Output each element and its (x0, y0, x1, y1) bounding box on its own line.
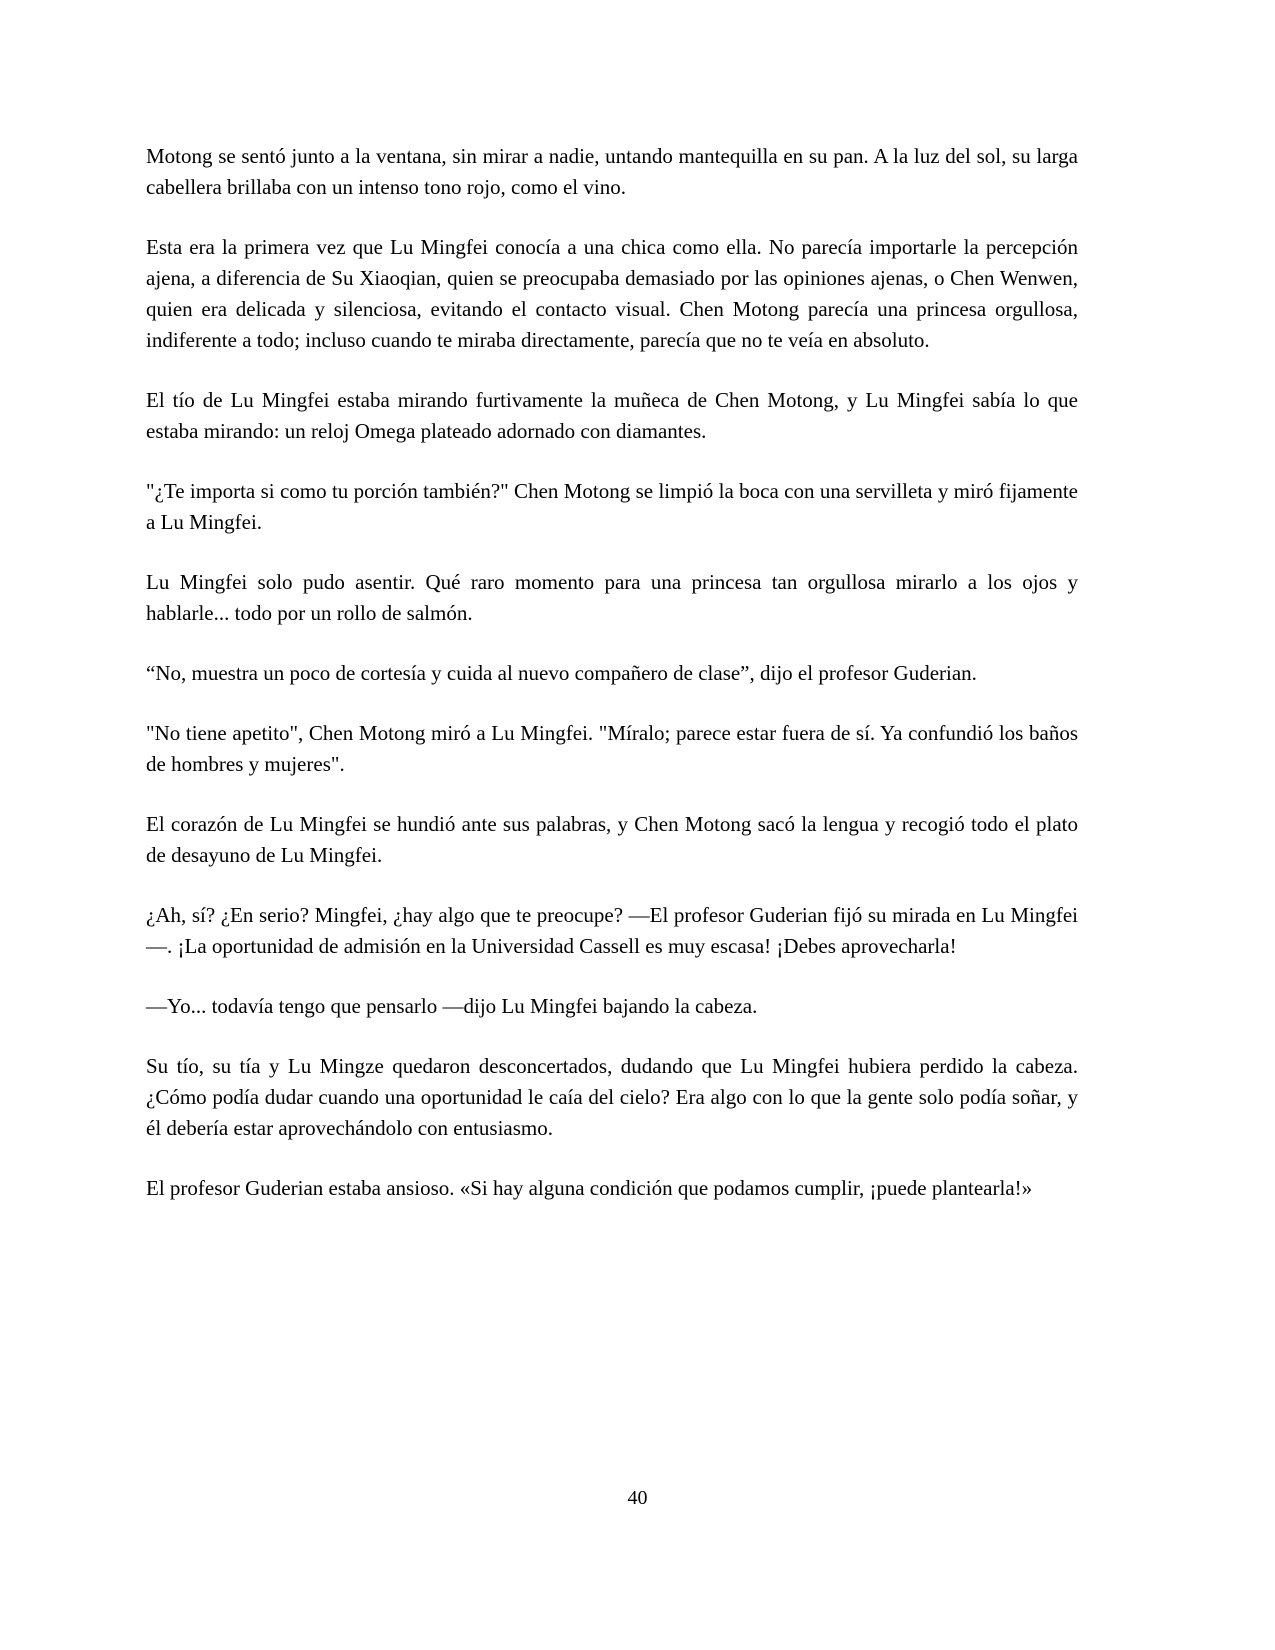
paragraph: El profesor Guderian estaba ansioso. «Si hay alguna condición que podamos cumplir, ¡puede plantearla!» (146, 1176, 1033, 1200)
paragraph: Esta era la primera vez que Lu Mingfei conocía a una chica como ella. No parecía importarle la percepción ajena, a diferencia de Su Xiaoqian, quien se preocupaba demasiado por las opiniones ajenas, o Chen Wenwen, quien era delicada y silenciosa, evitando el contacto visual. Chen Motong parecía una princesa orgullosa, indiferente a todo; incluso cuando te miraba directamente, parecía que no te veía en absoluto. (146, 235, 1078, 352)
paragraph: "¿Te importa si como tu porción también?" Chen Motong se limpió la boca con una servilleta y miró fijamente a Lu Mingfei. (146, 479, 1078, 534)
paragraph: El corazón de Lu Mingfei se hundió ante sus palabras, y Chen Motong sacó la lengua y recogió todo el plato de desayuno de Lu Mingfei. (146, 812, 1078, 867)
paragraph: —Yo... todavía tengo que pensarlo —dijo Lu Mingfei bajando la cabeza. (146, 994, 758, 1018)
paragraph: El tío de Lu Mingfei estaba mirando furtivamente la muñeca de Chen Motong, y Lu Mingfei sabía lo que estaba mirando: un reloj Omega plateado adornado con diamantes. (146, 388, 1078, 443)
paragraph: "No tiene apetito", Chen Motong miró a Lu Mingfei. "Míralo; parece estar fuera de sí. Ya confundió los baños de hombres y mujeres". (146, 721, 1078, 776)
paragraph: Motong se sentó junto a la ventana, sin mirar a nadie, untando mantequilla en su pan. A la luz del sol, su larga cabellera brillaba con un intenso tono rojo, como el vino. (146, 144, 1078, 199)
page-number: 40 (627, 1487, 648, 1509)
paragraph: Su tío, su tía y Lu Mingze quedaron desconcertados, dudando que Lu Mingfei hubiera perdido la cabeza. ¿Cómo podía dudar cuando una oportunidad le caía del cielo? Era algo con lo que la gente solo podía soñar, y él debería estar aprovechándolo con entusiasmo. (146, 1054, 1078, 1140)
text-body (146, 141, 1078, 1233)
paragraph: ¿Ah, sí? ¿En serio? Mingfei, ¿hay algo que te preocupe? —El profesor Guderian fijó su mirada en Lu Mingfei—. ¡La oportunidad de admisión en la Universidad Cassell es muy escasa! ¡Debes aprovecharla! (146, 903, 1078, 958)
paragraph: Lu Mingfei solo pudo asentir. Qué raro momento para una princesa tan orgullosa mirarlo a los ojos y hablarle... todo por un rollo de salmón. (146, 570, 1078, 625)
paragraph: “No, muestra un poco de cortesía y cuida al nuevo compañero de clase”, dijo el profesor Guderian. (146, 661, 977, 685)
